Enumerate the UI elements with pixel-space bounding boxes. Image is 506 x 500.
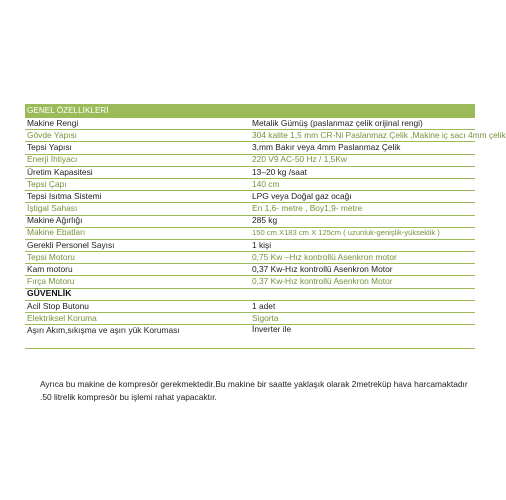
table-row [25,227,475,239]
table-row [25,300,475,312]
row-value: İnverter ile [250,325,475,349]
table-row [25,313,475,325]
spec-table [25,104,506,349]
row-label: Tepsi Yapısı [25,142,250,154]
row-label: Üretim Kapasitesi [25,166,250,178]
table-header-row [25,104,475,118]
table-row [25,154,475,166]
table-row [25,118,475,130]
row-label: Tepsi Çapı [25,178,250,190]
table-row [25,264,475,276]
row-label: Elektriksel Koruma [25,313,250,325]
section-row [25,288,475,300]
row-value: 0,37 Kw-Hız kontrollü Asenkron Motor [250,276,475,288]
row-value: 0,75 Kw –Hız kontrollü Asenkron motor [250,252,475,264]
row-label: Makine Ağırlığı [25,215,250,227]
row-label: Makine Rengi [25,118,250,130]
row-value: 150 cm X183 cm X 125cm ( uzunluk-genişlik-yükseklik ) [250,227,475,239]
table-header: GENEL ÖZELLİKLERİ [25,104,475,118]
row-label: Aşırı Akım,sıkışma ve aşırı yük Koruması [25,325,250,349]
row-label: Gerekli Personel Sayısı [25,239,250,251]
row-value: LPG veya Doğal gaz ocağı [250,191,475,203]
row-value: 0,37 Kw-Hız kontrollü Asenkron Motor [250,264,475,276]
table-row [25,239,475,251]
row-label: Gövde Yapısı [25,130,250,142]
table-row [25,191,475,203]
row-value: 1 adet [250,300,475,312]
row-value: 304 kalite 1,5 mm CR-Ni Paslanmaz Çelik ,Makine iç sacı 4mm çelik [252,129,506,140]
row-value: 3,mm Bakır veya 4mm Paslanmaz Çelik [250,142,475,154]
table-row [25,142,475,154]
table-row [25,130,475,142]
row-value: 285 kg [250,215,475,227]
row-label: Tepsi Motoru [25,252,250,264]
row-label: Kam motoru [25,264,250,276]
row-label: Tepsi Isıtma Sistemi [25,191,250,203]
table-row [25,178,475,190]
row-label: İştigal Sahası [25,203,250,215]
row-label: Enerji İhtiyacı [25,154,250,166]
row-value: En 1,6- metre , Boy1,9- metre [250,203,475,215]
note-paragraph: Ayrıca bu makine de kompresör gerekmektedir.Bu makine bir saatte yaklaşık olarak 2metreküp hava harcamaktadır .50 litrelik kompresör bu işlemi rahat yapacaktır. [40,379,468,402]
row-value: 220 V9 AC-50 Hz / 1,5Kw [250,154,475,166]
table-row [25,166,475,178]
row-label: Makine Ebatları [25,227,250,239]
section-title: GÜVENLİK [25,288,475,300]
row-value: 13–20 kg /saat [250,166,475,178]
row-label: Acil Stop Butonu [25,300,250,312]
table-row [25,252,475,264]
table-row [25,325,475,349]
table-row [25,203,475,215]
row-value: 140 cm [250,178,475,190]
row-value: Metalik Gümüş (paslanmaz çelik orijinal rengi) [250,118,475,130]
row-value: Sigorta [250,313,475,325]
row-value: 1 kişi [250,239,475,251]
table-row [25,215,475,227]
row-label: Fırça Motoru [25,276,250,288]
table-row [25,276,475,288]
